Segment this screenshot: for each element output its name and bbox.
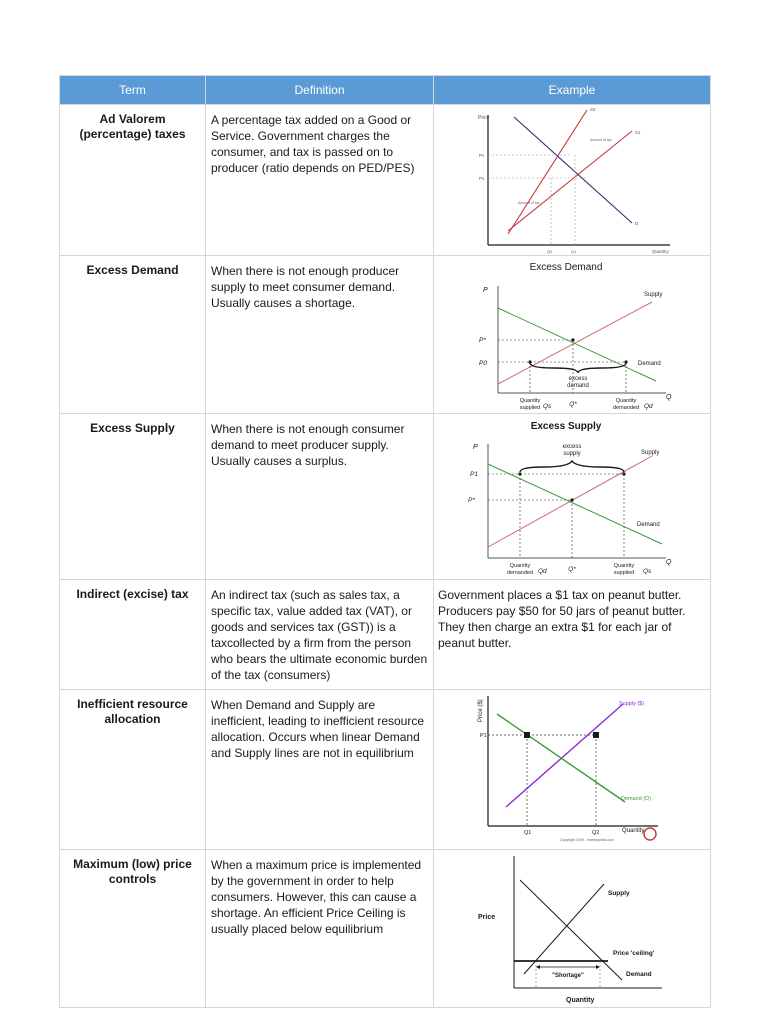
table-row — [60, 105, 711, 256]
series-line-s1 — [508, 131, 632, 231]
ad-valorem-chart — [434, 105, 710, 255]
series-label-s1: S1 — [635, 130, 641, 135]
series-label-demand: D — [635, 221, 639, 226]
excess-demand-chart — [434, 256, 710, 413]
definition-cell: An indirect tax (such as sales tax, a specific tax, value added tax (VAT), or goods and services tax (GST)) is a taxcollected by a firm from the person who bears the ultimate economic burden of the tax (consumers) — [206, 580, 434, 690]
chart-title: Excess Demand — [529, 262, 603, 273]
quantity-label-supplied: Quantity — [519, 398, 541, 404]
price-label-p1: P1 — [479, 176, 485, 181]
header-term: Term — [60, 76, 206, 105]
demand-point — [524, 732, 530, 738]
table-row — [60, 414, 711, 580]
excess-supply-chart — [434, 414, 710, 579]
series-line-supply — [506, 704, 623, 807]
series-label-s2: S2 — [590, 107, 596, 112]
annotation-price-ceiling: Price 'ceiling' — [613, 950, 655, 957]
shortage-arrowhead-right — [596, 965, 600, 969]
y-axis-label: Price — [478, 115, 490, 121]
quantity-label-qstar: Q* — [568, 566, 576, 573]
price-label-p0: P0 — [479, 360, 487, 367]
term-cell: Excess Demand — [60, 256, 206, 414]
annotation-tax-top: Amount of tax — [590, 138, 612, 142]
quantity-label-qs: Qs — [543, 403, 552, 410]
header-definition: Definition — [206, 76, 434, 105]
series-label-demand: Demand — [638, 361, 661, 367]
price-label-p1: P1 — [480, 733, 487, 739]
term-cell: Maximum (low) price controls — [60, 850, 206, 1008]
investopedia-logo — [644, 828, 656, 840]
term-cell: Ad Valorem (percentage) taxes — [60, 105, 206, 256]
demand-point — [518, 472, 521, 475]
excess-brace — [530, 363, 626, 373]
example-cell — [434, 256, 711, 414]
x-axis-label: Quantity — [566, 997, 595, 1004]
quantity-label-supplied-2: supplied — [519, 405, 541, 411]
series-line-demand — [497, 714, 625, 802]
example-cell — [434, 690, 711, 850]
quantity-label-demanded: Quantity — [615, 398, 637, 404]
quantity-label-supplied: Quantity — [613, 563, 635, 569]
shortage-arrowhead-left — [536, 965, 540, 969]
annotation-tax-bottom: Amount of tax — [518, 201, 540, 205]
quantity-label-demanded-2: demanded — [613, 405, 639, 411]
quantity-label-qd: Qd — [644, 403, 653, 410]
table-row — [60, 580, 711, 690]
glossary-table — [59, 75, 711, 1008]
header-example: Example — [434, 76, 711, 105]
table-row — [60, 850, 711, 1008]
annotation-shortage: "Shortage" — [552, 973, 584, 979]
x-axis-label: Quantity — [652, 249, 669, 254]
annotation-excess: excess — [562, 444, 582, 450]
series-label-supply: Supply — [641, 450, 660, 456]
definition-cell: When Demand and Supply are inefficient, leading to inefficient resource allocation. Occurs when linear Demand and Supply lines are not in equilibrium — [206, 690, 434, 850]
table-row — [60, 690, 711, 850]
quantity-label-demanded: Quantity — [509, 563, 531, 569]
example-cell — [434, 850, 711, 1008]
price-label-pstar: P* — [468, 497, 475, 504]
y-axis-label: P — [473, 444, 478, 451]
supply-point — [593, 732, 599, 738]
quantity-label-q2: Q2 — [547, 249, 553, 254]
price-label-pc: Pc — [479, 153, 485, 158]
definition-cell: When a maximum price is implemented by the government in order to help consumers. However, this can cause a shortage. An efficient Price Ceiling is usually placed below equilibrium — [206, 850, 434, 1008]
series-label-demand: Demand — [626, 971, 652, 978]
quantity-label-demanded-2: demanded — [507, 570, 533, 576]
series-line-supply — [498, 302, 652, 384]
annotation-demand: demand — [567, 383, 589, 389]
copyright-note: Copyright 2009 - Investopedia.com — [560, 838, 615, 842]
y-axis-label: P — [483, 287, 488, 294]
definition-cell: When there is not enough consumer demand to meet producer supply. Usually causes a surplus. — [206, 414, 434, 580]
equilibrium-point — [571, 338, 574, 341]
series-label-demand: Demand (D) — [621, 796, 651, 802]
x-axis-label: Q — [666, 559, 672, 566]
series-label-supply: Supply — [608, 890, 630, 897]
table-row — [60, 256, 711, 414]
example-cell: Government places a $1 tax on peanut butter. Producers pay $50 for 50 jars of peanut butter. They then charge an extra $1 for each jar of peanut butter. — [434, 580, 711, 690]
quantity-label-supplied-2: supplied — [613, 570, 635, 576]
quantity-label-qstar: Q* — [569, 401, 577, 408]
quantity-label-q2: Q2 — [592, 830, 600, 836]
chart-title: Excess Supply — [530, 421, 602, 432]
quantity-label-q1: Q1 — [571, 249, 577, 254]
price-label-pstar: P* — [479, 337, 486, 344]
series-label-demand: Demand — [637, 522, 660, 528]
equilibrium-point — [570, 498, 573, 501]
inefficient-allocation-chart — [434, 690, 710, 849]
y-axis-label: Price ($) — [478, 699, 484, 722]
annotation-excess: excess — [568, 376, 588, 382]
y-axis-label: Price — [478, 914, 496, 921]
x-axis-label: Q — [666, 394, 672, 401]
example-cell — [434, 105, 711, 256]
definition-cell: When there is not enough producer supply to meet consumer demand. Usually causes a shortage. — [206, 256, 434, 414]
quantity-label-qd: Qd — [538, 568, 547, 575]
price-label-p1: P1 — [470, 471, 478, 478]
table-header-row — [60, 76, 711, 105]
excess-brace — [520, 461, 624, 472]
quantity-label-q1: Q1 — [524, 830, 532, 836]
price-ceiling-chart — [434, 850, 710, 1007]
x-axis-label: Quantity — [622, 828, 645, 834]
example-cell — [434, 414, 711, 580]
term-cell: Inefficient resource allocation — [60, 690, 206, 850]
term-cell: Excess Supply — [60, 414, 206, 580]
series-label-supply: Supply — [644, 292, 663, 298]
series-label-supply: Supply ($) — [619, 701, 645, 707]
annotation-supply: supply — [563, 451, 581, 457]
term-cell: Indirect (excise) tax — [60, 580, 206, 690]
series-line-demand — [520, 880, 622, 980]
quantity-label-qs: Qs — [643, 568, 652, 575]
supply-point — [622, 472, 625, 475]
series-line-demand — [498, 308, 656, 381]
definition-cell: A percentage tax added on a Good or Service. Government charges the consumer, and tax is passed on to producer (ratio depends on PED/PES) — [206, 105, 434, 256]
